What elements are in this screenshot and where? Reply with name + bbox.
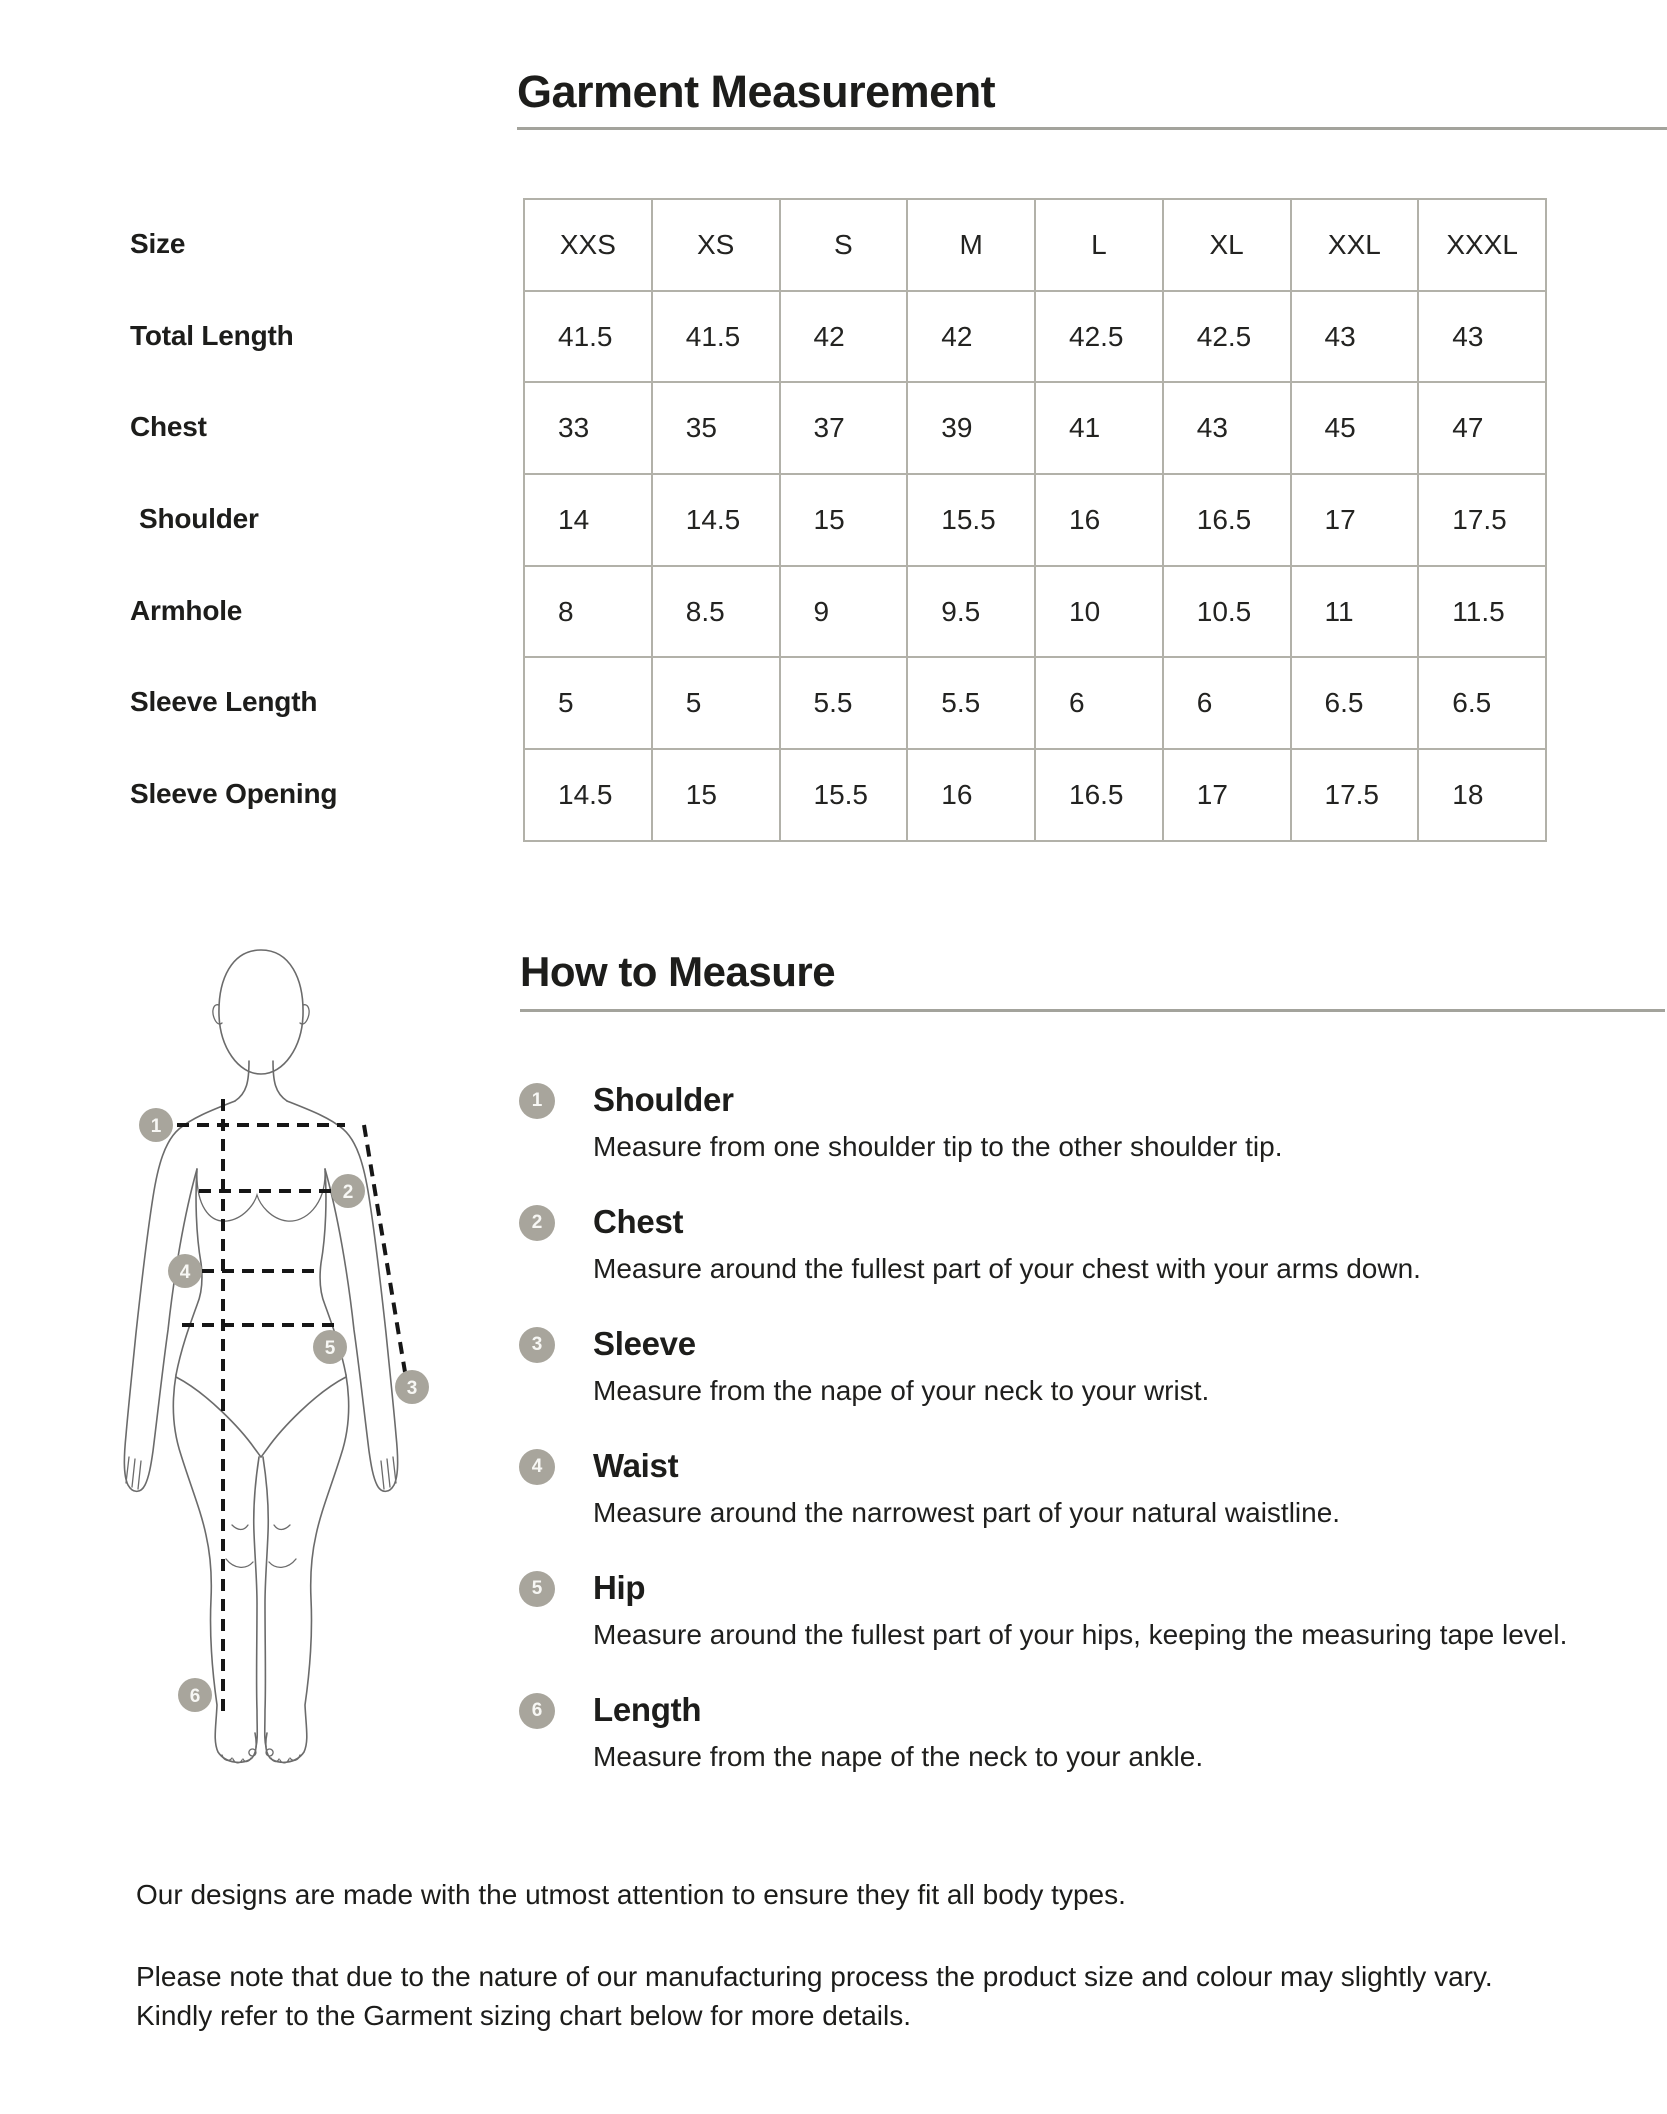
size-col-header: S	[780, 199, 908, 291]
page-title: Garment Measurement	[517, 66, 996, 117]
title-divider	[517, 127, 1667, 130]
value-cell: 10.5	[1163, 566, 1291, 658]
measure-item-waist	[519, 1447, 1567, 1569]
item-title: Chest	[593, 1203, 684, 1240]
row-label-chest: Chest	[130, 411, 207, 443]
table-row-sleeve-opening	[524, 749, 1546, 841]
item-number-badge: 6	[519, 1693, 555, 1729]
figure-ear-right	[300, 1005, 309, 1024]
item-title: Shoulder	[593, 1081, 734, 1118]
figure-ear-left	[213, 1005, 222, 1024]
value-cell: 5.5	[780, 657, 908, 749]
figure-knee-right	[269, 1525, 296, 1567]
table-row-shoulder	[524, 474, 1546, 566]
item-title: Sleeve	[593, 1325, 696, 1362]
value-cell: 42.5	[1035, 291, 1163, 383]
garment-measurement-table	[523, 198, 1547, 842]
value-cell: 6.5	[1291, 657, 1419, 749]
value-cell: 11	[1291, 566, 1419, 658]
value-cell: 47	[1418, 382, 1546, 474]
figure-marker-5-label: 5	[324, 1338, 336, 1359]
value-cell: 9.5	[907, 566, 1035, 658]
value-cell: 42.5	[1163, 291, 1291, 383]
value-cell: 17.5	[1291, 749, 1419, 841]
item-desc: Measure from the nape of the neck to your ankle.	[593, 1741, 1204, 1772]
value-cell: 37	[780, 382, 908, 474]
value-cell: 45	[1291, 382, 1419, 474]
value-cell: 5	[524, 657, 652, 749]
figure-marker-3-label: 3	[406, 1378, 418, 1399]
value-cell: 6.5	[1418, 657, 1546, 749]
table-row-total-length	[524, 291, 1546, 383]
figure-knee-left	[226, 1525, 253, 1567]
figure-marker-6-label: 6	[189, 1686, 201, 1707]
figure-head	[219, 950, 303, 1074]
table-row-sleeve-length	[524, 657, 1546, 749]
figure-arm-right	[287, 1101, 398, 1491]
measure-item-chest	[519, 1203, 1567, 1325]
size-col-header: XXS	[524, 199, 652, 291]
value-cell: 10	[1035, 566, 1163, 658]
value-cell: 16	[907, 749, 1035, 841]
value-cell: 17.5	[1418, 474, 1546, 566]
figure-marker-4	[168, 1254, 202, 1288]
size-col-header: XXXL	[1418, 199, 1546, 291]
size-table-row-labels	[130, 198, 510, 840]
value-cell: 6	[1163, 657, 1291, 749]
size-col-header: XL	[1163, 199, 1291, 291]
value-cell: 15	[780, 474, 908, 566]
value-cell: 9	[780, 566, 908, 658]
figure-leg-right-inner	[263, 1457, 268, 1747]
item-title: Hip	[593, 1569, 646, 1606]
value-cell: 42	[780, 291, 908, 383]
item-title: Waist	[593, 1447, 679, 1484]
table-row-chest	[524, 382, 1546, 474]
value-cell: 43	[1291, 291, 1419, 383]
value-cell: 42	[907, 291, 1035, 383]
row-label-sleeve-length: Sleeve Length	[130, 686, 318, 718]
value-cell: 8	[524, 566, 652, 658]
figure-arm-left	[124, 1101, 235, 1491]
measure-item-hip	[519, 1569, 1567, 1691]
figure-leg-left-inner	[254, 1457, 259, 1747]
item-number-badge: 3	[519, 1327, 555, 1363]
value-cell: 17	[1291, 474, 1419, 566]
value-cell: 15.5	[907, 474, 1035, 566]
body-measurement-figure	[105, 935, 435, 1795]
value-cell: 8.5	[652, 566, 780, 658]
measure-item-length	[519, 1691, 1567, 1813]
value-cell: 14.5	[652, 474, 780, 566]
item-desc: Measure from the nape of your neck to your wrist.	[593, 1375, 1210, 1406]
value-cell: 15	[652, 749, 780, 841]
figure-marker-2	[331, 1174, 365, 1208]
value-cell: 14.5	[524, 749, 652, 841]
figure-marker-3	[395, 1370, 429, 1404]
figure-toes-left	[222, 1749, 256, 1763]
value-cell: 16	[1035, 474, 1163, 566]
figure-bust-line	[197, 1171, 325, 1221]
row-label-armhole: Armhole	[130, 594, 243, 626]
body-figure-svg	[105, 935, 435, 1795]
value-cell: 11.5	[1418, 566, 1546, 658]
figure-marker-5	[313, 1330, 347, 1364]
size-col-header: XS	[652, 199, 780, 291]
row-label-total-length: Total Length	[130, 319, 294, 351]
row-label-sleeve-opening: Sleeve Opening	[130, 778, 338, 810]
measurement-line-sleeve	[364, 1125, 405, 1372]
item-desc: Measure from one shoulder tip to the other shoulder tip.	[593, 1131, 1283, 1162]
value-cell: 43	[1163, 382, 1291, 474]
measure-item-sleeve	[519, 1325, 1567, 1447]
figure-marker-1	[139, 1108, 173, 1142]
value-cell: 41.5	[524, 291, 652, 383]
value-cell: 15.5	[780, 749, 908, 841]
value-cell: 14	[524, 474, 652, 566]
figure-marker-1-label: 1	[150, 1116, 162, 1137]
figure-leg-right-outer	[266, 1375, 349, 1762]
item-number-badge: 5	[519, 1571, 555, 1607]
table-row-armhole	[524, 566, 1546, 658]
howto-items	[519, 1081, 1567, 1813]
item-number-badge: 2	[519, 1205, 555, 1241]
value-cell: 17	[1163, 749, 1291, 841]
row-label-size: Size	[130, 227, 186, 259]
howto-title: How to Measure	[520, 948, 836, 995]
value-cell: 39	[907, 382, 1035, 474]
value-cell: 5.5	[907, 657, 1035, 749]
measure-item-shoulder	[519, 1081, 1567, 1203]
item-desc: Measure around the fullest part of your chest with your arms down.	[593, 1253, 1421, 1284]
value-cell: 6	[1035, 657, 1163, 749]
item-number-badge: 1	[519, 1083, 555, 1119]
value-cell: 35	[652, 382, 780, 474]
item-desc: Measure around the narrowest part of your natural waistline.	[593, 1497, 1341, 1528]
footer-note-refer: Kindly refer to the Garment sizing chart below for more details.	[136, 2000, 912, 2031]
footer-note-variance: Please note that due to the nature of our manufacturing process the product size and colour may slightly vary.	[136, 1961, 1493, 1992]
value-cell: 18	[1418, 749, 1546, 841]
size-col-header: L	[1035, 199, 1163, 291]
figure-marker-6	[178, 1678, 212, 1712]
item-number-badge: 4	[519, 1449, 555, 1485]
value-cell: 16.5	[1035, 749, 1163, 841]
value-cell: 41	[1035, 382, 1163, 474]
value-cell: 16.5	[1163, 474, 1291, 566]
size-col-header: XXL	[1291, 199, 1419, 291]
table-row-sizes	[524, 199, 1546, 291]
item-desc: Measure around the fullest part of your hips, keeping the measuring tape level.	[593, 1619, 1568, 1650]
howto-divider	[520, 1009, 1665, 1012]
figure-brief-line	[176, 1377, 346, 1457]
figure-marker-2-label: 2	[342, 1182, 354, 1203]
value-cell: 43	[1418, 291, 1546, 383]
value-cell: 41.5	[652, 291, 780, 383]
item-title: Length	[593, 1691, 702, 1728]
value-cell: 5	[652, 657, 780, 749]
value-cell: 33	[524, 382, 652, 474]
row-label-shoulder: Shoulder	[139, 502, 259, 534]
size-col-header: M	[907, 199, 1035, 291]
figure-marker-4-label: 4	[179, 1262, 191, 1283]
footer-note-fit: Our designs are made with the utmost attention to ensure they fit all body types.	[136, 1879, 1126, 1910]
figure-toes-right	[266, 1749, 300, 1763]
